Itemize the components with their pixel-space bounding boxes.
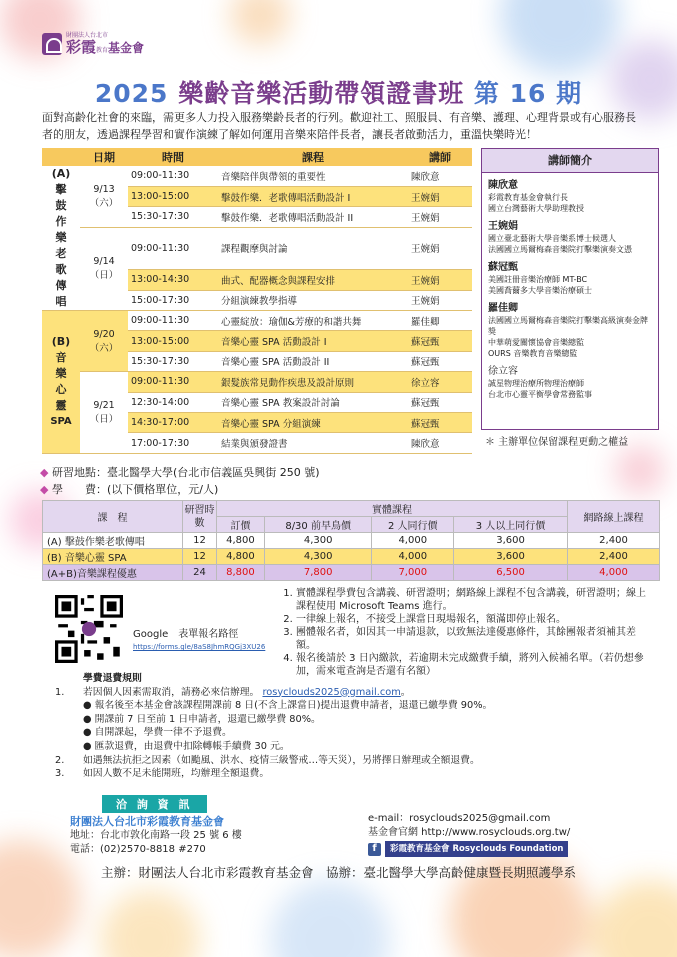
fee-header-course: 課 程: [43, 501, 183, 533]
email-link[interactable]: rosyclouds2025@gmail.com: [262, 686, 401, 698]
session-teacher: 蘇冠甄: [408, 331, 472, 351]
contact-address: 地址：台北市敦化南路一段 25 號 6 樓: [70, 830, 242, 841]
footer-organizers: 主辦：財團法人台北市彩霞教育基金會 協辦：臺北醫學大學高齡健康暨長期照護學系: [100, 865, 576, 880]
profile-2: 王婉娟 國立臺北藝術大學音樂系博士候選人 法國國立馬爾梅森音樂院打擊樂演奏文憑: [488, 221, 632, 254]
schedule-header-time: 時間: [128, 148, 218, 166]
fee-sub-header: 訂價: [217, 517, 265, 533]
session-course: 分組演練教學指導: [218, 290, 408, 310]
fee-sub-header: 2 人同行價: [372, 517, 454, 533]
session-time: 09:00-11:30: [128, 311, 218, 331]
organizer-note: ＊ 主辦單位保留課程更動之權益: [485, 437, 629, 448]
intro-paragraph: 面對高齡化社會的來臨，需更多人力投入服務樂齡長者的行列。歡迎社工、照服員、有音樂、護理、心理背景或有心服務長者的朋友，透過課程學習和實作演練了解如何運用音樂來陪伴長者，讓長者啟動活力，重溫快樂時光！: [42, 111, 636, 141]
session-teacher: 王婉娟: [408, 270, 472, 290]
logo-name: 彩霞: [66, 38, 97, 56]
contact-website[interactable]: 基金會官網 http://www.rosyclouds.org.tw/: [368, 827, 571, 838]
session-teacher: 王婉娟: [408, 186, 472, 206]
schedule-header-course: 課程: [218, 148, 408, 166]
term-item: 2. 一律線上報名，不接受上課當日現場報名，額滿即停止報名。: [296, 613, 652, 626]
refund-title: 學費退費規則: [83, 673, 142, 684]
instructor-profiles: [481, 148, 659, 430]
date-cell: 9/13 （六）: [80, 166, 128, 227]
date-cell: 9/21 （日）: [80, 372, 128, 454]
rosyclouds-logo-icon: [42, 33, 62, 55]
profile-1: 陳欣意 彩霞教育基金會執行長 國立台灣藝術大學助理教授: [488, 180, 584, 213]
qr-code-icon[interactable]: [55, 595, 123, 663]
contact-org: 財團法人台北市彩霞教育基金會: [70, 815, 224, 828]
fee-header-hours: 研習時數: [183, 501, 217, 533]
session-time: 13:00-14:30: [128, 270, 218, 290]
fee-sub-header: 3 人以上同行價: [454, 517, 568, 533]
session-course: 擊鼓作樂．老歌傳唱活動設計 II: [218, 207, 408, 227]
schedule-header-teacher: 講師: [408, 148, 472, 166]
contact-phone: 電話：(02)2570-8818 #270: [70, 844, 206, 855]
title-main: 樂齡音樂活動帶領證書班: [178, 79, 465, 108]
contact-tag: 洽 詢 資 訊: [102, 795, 207, 813]
date-cell: 9/20 （六）: [80, 311, 128, 372]
profile-4: 羅佳卿 法國國立馬爾梅森音樂院打擊樂高級演奏金牌獎 中華萌愛關懷協會音樂總監 OURS 音樂教育音樂總監: [488, 303, 648, 358]
facebook-page[interactable]: [368, 841, 570, 857]
session-teacher: 王婉娟: [408, 207, 472, 227]
refund-rules: 學費退費規則 1. 若因個人因素需取消，請務必來信辦理。 rosyclouds2025@gmail.com。 ● 報名後至本基金會該課程開課前 8 日(不含上課當日)提出退費申請者，退還已繳學費 90%。 ● 開課前 7 日至前 1 日申請者，退還已繳學費 80%。 ● 自開課起，學費一律不予退費。 ● 匯款退費，由退費中扣除轉帳手續費 30 元。 2. 如遇無法抗拒之因素（如颱風、洪水、疫情三級警戒…等天災），另將擇日辦理或全額退費。 3. 如因人數不足未能開班，均辦理全額退費。: [55, 672, 635, 781]
profile-5: 徐立容 誠星物理治療所物理治療師 台北市心靈平衡學會常務監事: [488, 366, 592, 399]
session-time: 09:00-11:30: [128, 372, 218, 392]
fee-row: (A+B)音樂課程優惠 24 8,800 7,800 7,000 6,500 4,000: [43, 565, 660, 581]
term-item: 4. 報名後請於 3 日內繳款，若逾期未完成繳費手續，將列入候補名單。（若仍想參加，需來電查詢是否還有名額）: [296, 652, 652, 678]
facebook-icon: f: [368, 843, 381, 856]
session-teacher: 蘇冠甄: [408, 351, 472, 371]
page-title: [0, 74, 677, 110]
profile-3: 蘇冠甄 美國註冊音樂治療師 MT-BC 美國喬薾多大學音樂治療碩士: [488, 262, 592, 295]
session-teacher: 陳欣意: [408, 166, 472, 186]
schedule-table: [42, 148, 472, 454]
date-cell: 9/14 （日）: [80, 227, 128, 310]
fee-row: (B) 音樂心靈 SPA 12 4,800 4,300 4,000 3,600 2,400: [43, 549, 660, 565]
session-course: 心靈綻放：瑜伽&芳療的和諧共舞: [218, 311, 408, 331]
fee-table: [42, 500, 660, 581]
session-time: 15:00-17:30: [128, 290, 218, 310]
session-teacher: 王婉娟: [408, 290, 472, 310]
contact-online: [368, 812, 570, 857]
session-course: 音樂心靈 SPA 分組演練: [218, 412, 408, 432]
google-form-link[interactable]: https://forms.gle/8aS8JhmRQGj3XU26: [133, 643, 266, 651]
fee-header-onsite: 實體課程: [217, 501, 568, 517]
fee-row: (A) 擊鼓作樂老歌傳唱 12 4,800 4,300 4,000 3,600 2,400: [43, 533, 660, 549]
session-time: 17:00-17:30: [128, 433, 218, 453]
foundation-logo: [42, 30, 154, 58]
session-course: 結業與頒發證書: [218, 433, 408, 453]
fee-header-online: 網路線上課程: [568, 501, 660, 533]
session-teacher: 陳欣意: [408, 433, 472, 453]
diamond-icon: ◆: [40, 483, 52, 496]
session-time: 15:30-17:30: [128, 207, 218, 227]
title-term: 第 16 期: [473, 79, 583, 108]
google-form-label: Google 表單報名路徑: [133, 629, 239, 640]
group-a-label: (A) 擊 鼓 作 樂 老 歌 傳 唱: [42, 166, 80, 311]
schedule-header-blank: [42, 148, 80, 166]
session-teacher: 羅佳卿: [408, 311, 472, 331]
term-item: 1. 實體課程學費包含講義、研習證明；網路線上課程不包含講義，研習證明；線上課程使用 Microsoft Teams 進行。: [296, 587, 652, 613]
title-year: 2025: [94, 79, 169, 108]
session-teacher: 王婉娟: [408, 227, 472, 270]
session-course: 音樂心靈 SPA 活動設計 I: [218, 331, 408, 351]
schedule-header-date: 日期: [80, 148, 128, 166]
session-teacher: 徐立容: [408, 372, 472, 392]
session-time: 14:30-17:00: [128, 412, 218, 432]
session-time: 09:00-11:30: [128, 227, 218, 270]
session-time: 13:00-15:00: [128, 331, 218, 351]
terms-list: [272, 587, 652, 678]
session-time: 12:30-14:00: [128, 392, 218, 412]
group-b-label: (B) 音 樂 心 靈 SPA: [42, 311, 80, 454]
facebook-label: 彩霞教育基金會 Rosyclouds Foundation: [385, 841, 568, 857]
session-time: 09:00-11:30: [128, 166, 218, 186]
session-course: 曲式、配器概念與課程安排: [218, 270, 408, 290]
session-course: 課程觀摩與討論: [218, 227, 408, 270]
contact-email[interactable]: e-mail：rosyclouds2025@gmail.com: [368, 813, 551, 824]
session-course: 銀髮族常見動作疾患及設計原則: [218, 372, 408, 392]
diamond-icon: ◆: [40, 466, 52, 479]
logo-suffix: 基金會: [108, 41, 145, 55]
session-teacher: 蘇冠甄: [408, 412, 472, 432]
session-course: 音樂陪伴與帶領的重要性: [218, 166, 408, 186]
term-item: 3. 團體報名者，如因其一申請退款，以致無法達優惠條件，其餘團報者須補其差額。: [296, 626, 652, 652]
session-course: 音樂心靈 SPA 活動設計 II: [218, 351, 408, 371]
session-time: 13:00-15:00: [128, 186, 218, 206]
logo-sub: 教育: [96, 47, 109, 54]
profile-header: 講師簡介: [482, 149, 658, 173]
session-teacher: 蘇冠甄: [408, 392, 472, 412]
session-course: 音樂心靈 SPA 教案設計討論: [218, 392, 408, 412]
session-course: 擊鼓作樂．老歌傳唱活動設計 I: [218, 186, 408, 206]
location-fee-info: ◆ 研習地點：臺北醫學大學(台北市信義區吳興街 250 號) ◆ 學 費：(以下價格單位，元/人): [40, 466, 320, 496]
fee-sub-header: 8/30 前早鳥價: [264, 517, 372, 533]
logo-small-text: 財團法人台北市: [66, 32, 109, 39]
session-time: 15:30-17:30: [128, 351, 218, 371]
